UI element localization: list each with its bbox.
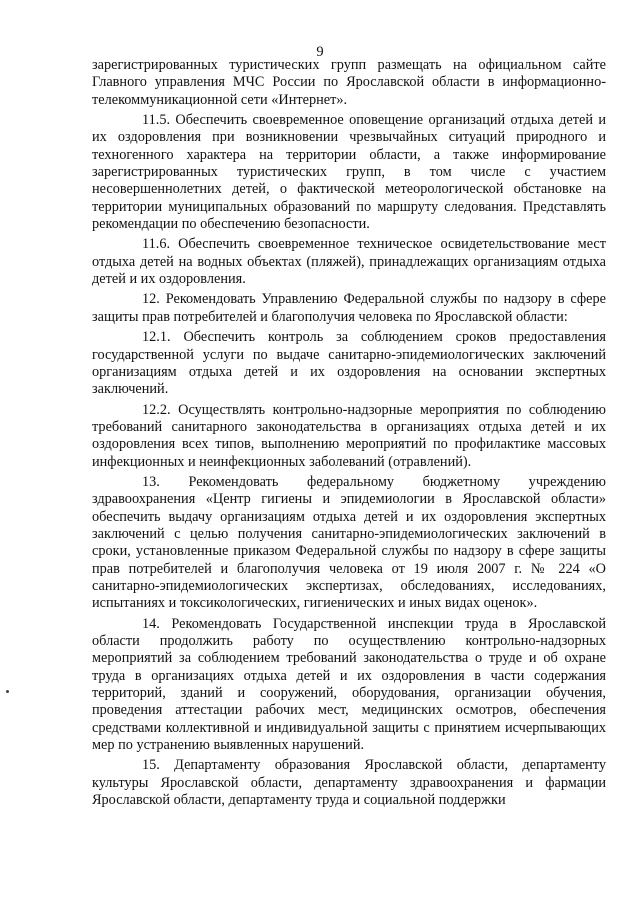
document-body (92, 57, 606, 809)
paragraph-13: 13. Рекомендовать федеральному бюджетному учреждению здравоохранения «Центр гигиены и эпидемиологии в Ярославской области» обеспечить выдачу организациям отдыха детей и их оздоровления экспертных заключений с целью получения санитарно-эпидемиологических заключений в сроки, установленные приказом Федеральной службы по надзору в сфере защиты прав потребителей и благополучия человека от 19 июля 2007 г. № 224 «О санитарно-эпидемиологических экспертизах, обследованиях, исследованиях, испытаниях и токсикологических, гигиенических и иных видах оценок». (92, 473, 606, 612)
paragraph-11-5: 11.5. Обеспечить своевременное оповещение организаций отдыха детей и их оздоровления при возникновении чрезвычайных ситуаций природного и техногенного характера на территории области, а также информирование зарегистрированных туристических групп, в том числе с участием несовершеннолетних детей, о фактической метеорологической обстановке на территории муниципальных образований по маршруту следования. Представлять рекомендации по обеспечению безопасности. (92, 112, 606, 233)
paragraph-15: 15. Департаменту образования Ярославской области, департаменту культуры Ярославской области, департаменту здравоохранения и фармации Ярославской области, департаменту труда и социальной поддержки (92, 757, 606, 809)
paragraph-12: 12. Рекомендовать Управлению Федеральной службы по надзору в сфере защиты прав потребителей и благополучия человека по Ярославской области: (92, 291, 606, 325)
margin-dot-mark (6, 690, 9, 693)
paragraph-11-6: 11.6. Обеспечить своевременное техническое освидетельствование мест отдыха детей на водных объектах (пляжей), принадлежащих организациям отдыха детей и их оздоровления. (92, 236, 606, 288)
paragraph-12-1: 12.1. Обеспечить контроль за соблюдением сроков предоставления государственной услуги по выдаче санитарно-эпидемиологических заключений организациям отдыха детей и их оздоровления на основании экспертных заключений. (92, 329, 606, 398)
page-number: 9 (316, 44, 324, 60)
paragraph-14: 14. Рекомендовать Государственной инспекции труда в Ярославской области продолжить работу по осуществлению контрольно-надзорных мероприятий за соблюдением требований законодательства о труде и об охране труда в организациях отдыха детей и их оздоровления в части содержания территорий, зданий и сооружений, оборудования, организации обучения, проведения аттестации рабочих мест, медицинских осмотров, обеспечения средствами коллективной и индивидуальной защиты с принятием исчерпывающих мер по устранению выявленных нарушений. (92, 615, 606, 754)
paragraph-12-2: 12.2. Осуществлять контрольно-надзорные мероприятия по соблюдению требований санитарного законодательства в организациях отдыха детей и их оздоровления всех типов, выполнению мероприятий по профилактике массовых инфекционных и неинфекционных заболеваний (отравлений). (92, 401, 606, 470)
paragraph-continuation: зарегистрированных туристических групп размещать на официальном сайте Главного управления МЧС России по Ярославской области в информационно-телекоммуникационной сети «Интернет». (92, 57, 606, 108)
